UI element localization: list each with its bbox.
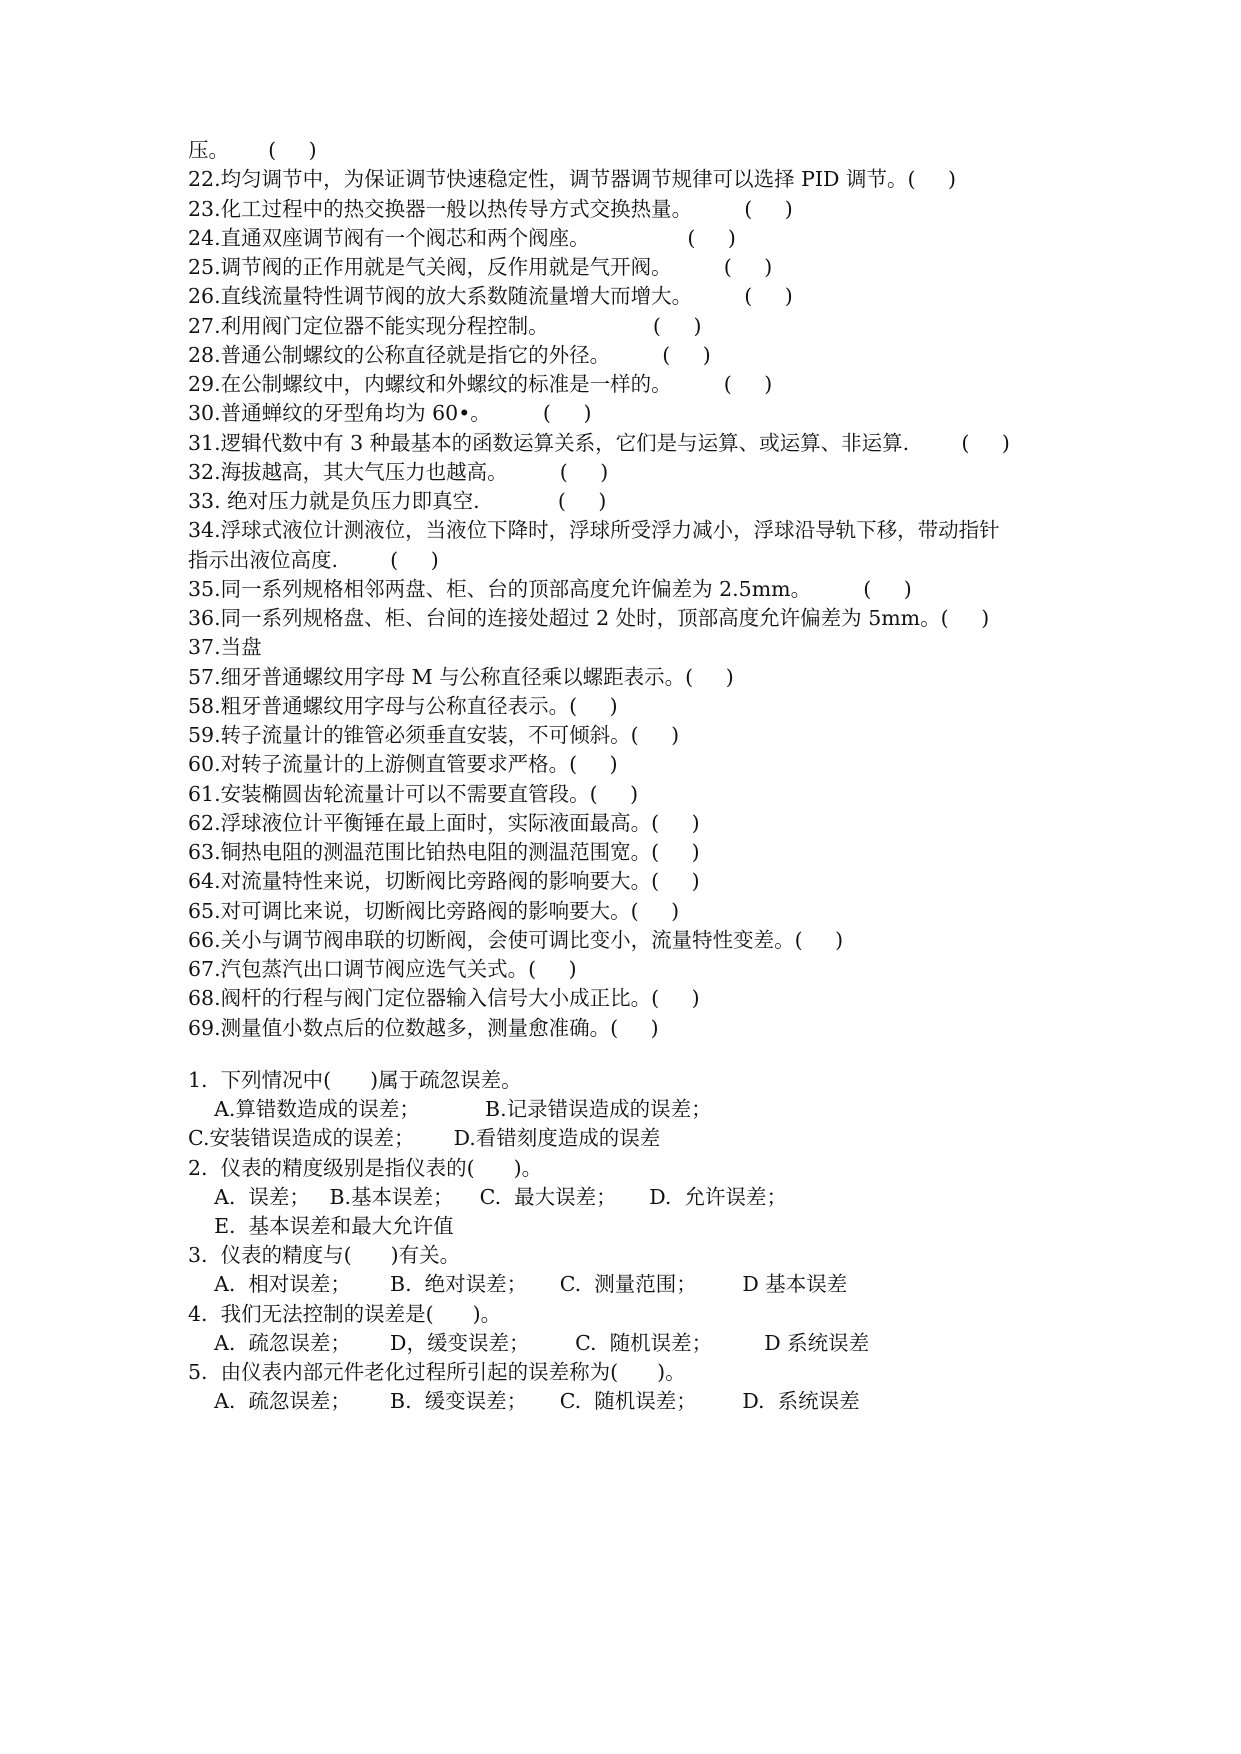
mc-line-8: A. 相对误差； B. 绝对误差； C. 测量范围； D 基本误差 xyxy=(188,1272,848,1297)
tf-line-6: 26.直线流量特性调节阀的放大系数随流量增大而增大。 ( ) xyxy=(188,284,793,309)
tf-line-13: 33. 绝对压力就是负压力即真空. ( ) xyxy=(188,489,607,513)
tf-line-18: 37.当盘 xyxy=(188,635,262,660)
tf-line-24: 62.浮球液位计平衡锤在最上面时，实际液面最高。( ) xyxy=(188,810,700,835)
mc-line-2: A.算错数造成的误差； B.记录错误造成的误差； xyxy=(188,1097,712,1122)
mc-line-6: E. 基本误差和最大允许值 xyxy=(188,1214,454,1238)
tf-line-1: 压。 ( ) xyxy=(188,138,317,162)
tf-line-17: 36.同一系列规格盘、柜、台间的连接处超过 2 处时，顶部高度允许偏差为 5mm。( ) xyxy=(188,606,990,630)
tf-line-28: 66.关小与调节阀串联的切断阀，会使可调比变小，流量特性变差。( ) xyxy=(188,927,844,952)
mc-line-5: A. 误差； B.基本误差； C. 最大误差； D. 允许误差； xyxy=(188,1184,787,1209)
tf-line-23: 61.安装椭圆齿轮流量计可以不需要直管段。( ) xyxy=(188,781,639,806)
tf-line-12: 32.海拔越高，其大气压力也越高。 ( ) xyxy=(188,459,609,484)
tf-line-26: 64.对流量特性来说，切断阀比旁路阀的影响要大。( ) xyxy=(188,869,700,894)
tf-line-8: 28.普通公制螺纹的公称直径就是指它的外径。 ( ) xyxy=(188,342,711,367)
mc-line-10: A. 疏忽误差； D，缓变误差； C. 随机误差； D 系统误差 xyxy=(188,1330,870,1355)
mc-line-3: C.安装错误造成的误差； D.看错刻度造成的误差 xyxy=(188,1126,661,1151)
tf-line-15: 指示出液位高度. ( ) xyxy=(188,547,439,572)
mc-line-7: 3. 仪表的精度与( )有关。 xyxy=(188,1243,461,1268)
mc-line-4: 2. 仪表的精度级别是指仪表的( )。 xyxy=(188,1155,543,1180)
tf-line-14: 34.浮球式液位计测液位，当液位下降时，浮球所受浮力减小，浮球沿导轨下移，带动指针 xyxy=(188,518,1000,543)
mc-line-1: 1. 下列情况中( )属于疏忽误差。 xyxy=(188,1068,522,1092)
mc-line-11: 5. 由仪表内部元件老化过程所引起的误差称为( )。 xyxy=(188,1360,686,1384)
tf-line-9: 29.在公制螺纹中，内螺纹和外螺纹的标准是一样的。 ( ) xyxy=(188,372,773,396)
tf-line-27: 65.对可调比来说，切断阀比旁路阀的影响要大。( ) xyxy=(188,898,680,923)
tf-line-30: 68.阀杆的行程与阀门定位器输入信号大小成正比。( ) xyxy=(188,986,700,1011)
mc-line-12: A. 疏忽误差； B. 缓变误差； C. 随机误差； D. 系统误差 xyxy=(188,1389,860,1414)
tf-line-21: 59.转子流量计的锥管必须垂直安装，不可倾斜。( ) xyxy=(188,723,680,747)
tf-line-7: 27.利用阀门定位器不能实现分程控制。 ( ) xyxy=(188,313,702,338)
tf-line-4: 24.直通双座调节阀有一个阀芯和两个阀座。 ( ) xyxy=(188,225,736,250)
tf-line-31: 69.测量值小数点后的位数越多，测量愈准确。( ) xyxy=(188,1015,659,1040)
tf-line-11: 31.逻辑代数中有 3 种最基本的函数运算关系，它们是与运算、或运算、非运算. ( ) xyxy=(188,430,1010,455)
tf-line-19: 57.细牙普通螺纹用字母 M 与公称直径乘以螺距表示。( ) xyxy=(188,664,734,689)
tf-line-16: 35.同一系列规格相邻两盘、柜、台的顶部高度允许偏差为 2.5mm。 ( ) xyxy=(188,576,912,601)
tf-line-25: 63.铜热电阻的测温范围比铂热电阻的测温范围宽。( ) xyxy=(188,840,700,864)
tf-line-20: 58.粗牙普通螺纹用字母与公称直径表示。( ) xyxy=(188,693,618,718)
tf-line-3: 23.化工过程中的热交换器一般以热传导方式交换热量。 ( ) xyxy=(188,196,793,221)
mc-line-9: 4. 我们无法控制的误差是( )。 xyxy=(188,1301,502,1326)
tf-line-5: 25.调节阀的正作用就是气关阀，反作用就是气开阀。 ( ) xyxy=(188,255,773,279)
tf-line-2: 22.均匀调节中，为保证调节快速稳定性，调节器调节规律可以选择 PID 调节。( ) xyxy=(188,167,957,192)
tf-line-29: 67.汽包蒸汽出口调节阀应选气关式。( ) xyxy=(188,957,577,981)
tf-line-10: 30.普通蝉纹的牙型角均为 60•。 ( ) xyxy=(188,401,592,426)
tf-line-22: 60.对转子流量计的上游侧直管要求严格。( ) xyxy=(188,752,618,777)
